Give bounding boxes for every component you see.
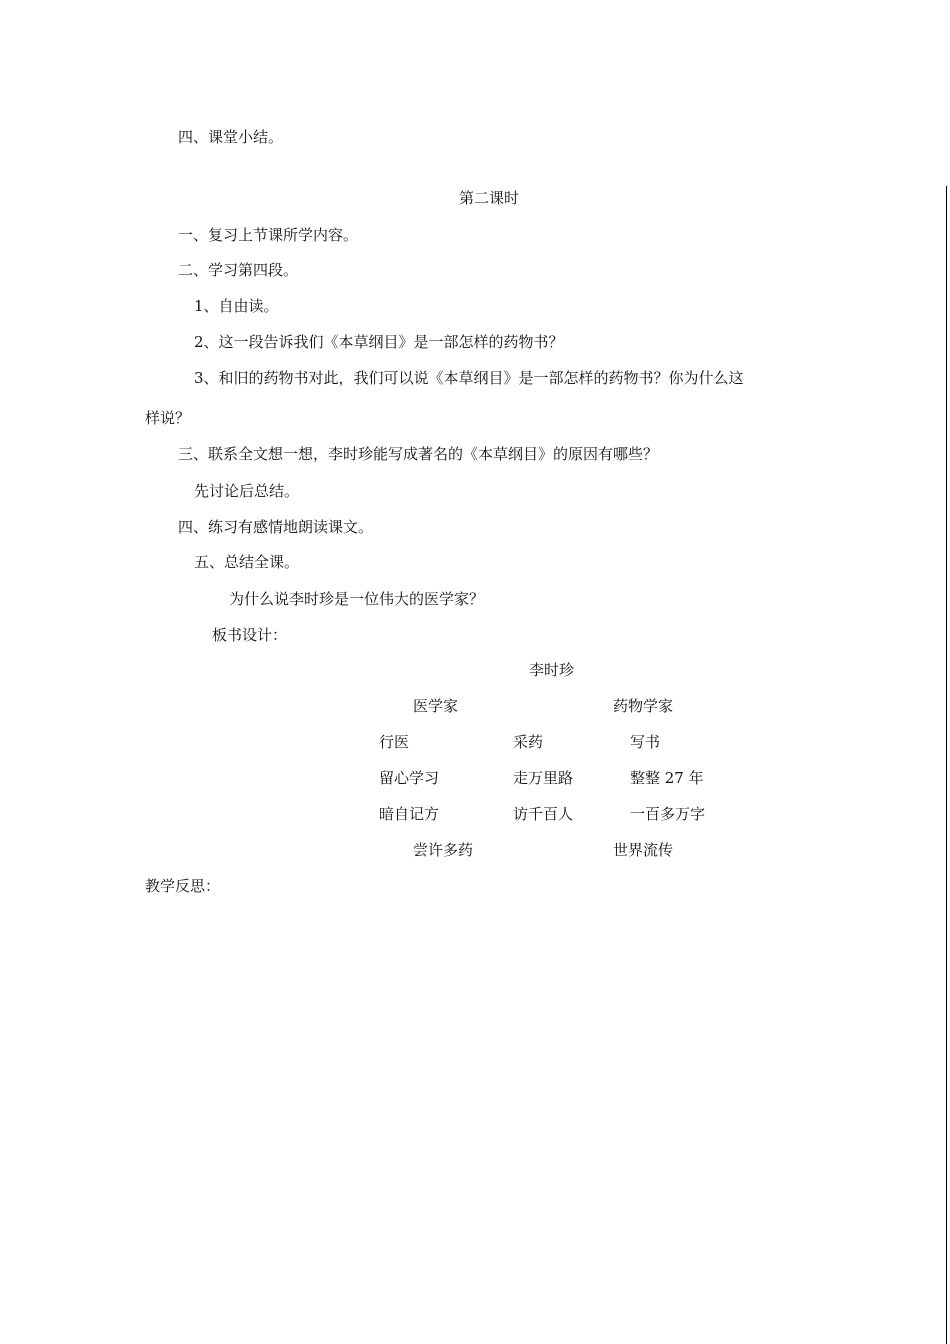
page-edge-line — [946, 186, 947, 1344]
board-col1-item: 暗自记方 — [379, 805, 440, 823]
board-left-foot: 尝许多药 — [413, 841, 474, 859]
item-practice: 四、练习有感情地朗读课文。 — [178, 518, 374, 536]
board-col2-item: 访千百人 — [513, 805, 574, 823]
item-sub1: 1、自由读。 — [194, 297, 279, 315]
item-connect: 三、联系全文想一想，李时珍能写成著名的《本草纲目》的原因有哪些？ — [178, 445, 659, 463]
item-sub3-line1: 3、和旧的药物书对此，我们可以说《本草纲目》是一部怎样的药物书？你为什么这 — [194, 369, 744, 387]
board-col2-item: 采药 — [513, 733, 544, 751]
summary-heading: 四、课堂小结。 — [178, 128, 284, 146]
item-review: 一、复习上节课所学内容。 — [178, 226, 359, 244]
lesson2-title: 第二课时 — [459, 189, 520, 207]
board-col1-item: 留心学习 — [379, 769, 440, 787]
board-label: 板书设计： — [212, 626, 288, 644]
item-sub2: 2、这一段告诉我们《本草纲目》是一部怎样的药物书？ — [194, 333, 564, 351]
board-title: 李时珍 — [529, 661, 575, 679]
reflection-label: 教学反思： — [145, 877, 221, 895]
item-study4: 二、学习第四段。 — [178, 261, 299, 279]
item-sub3-line2: 样说？ — [145, 409, 191, 427]
board-right-head: 药物学家 — [613, 697, 674, 715]
board-col3-item: 一百多万字 — [630, 805, 706, 823]
board-right-foot: 世界流传 — [613, 841, 674, 859]
board-col3-item: 整整 27 年 — [630, 769, 704, 787]
board-col2-item: 走万里路 — [513, 769, 574, 787]
board-left-head: 医学家 — [413, 697, 459, 715]
board-col1-item: 行医 — [379, 733, 410, 751]
item-discuss: 先讨论后总结。 — [194, 482, 300, 500]
item-question: 为什么说李时珍是一位伟大的医学家？ — [229, 590, 485, 608]
board-col3-item: 写书 — [630, 733, 661, 751]
item-conclude: 五、总结全课。 — [194, 553, 300, 571]
